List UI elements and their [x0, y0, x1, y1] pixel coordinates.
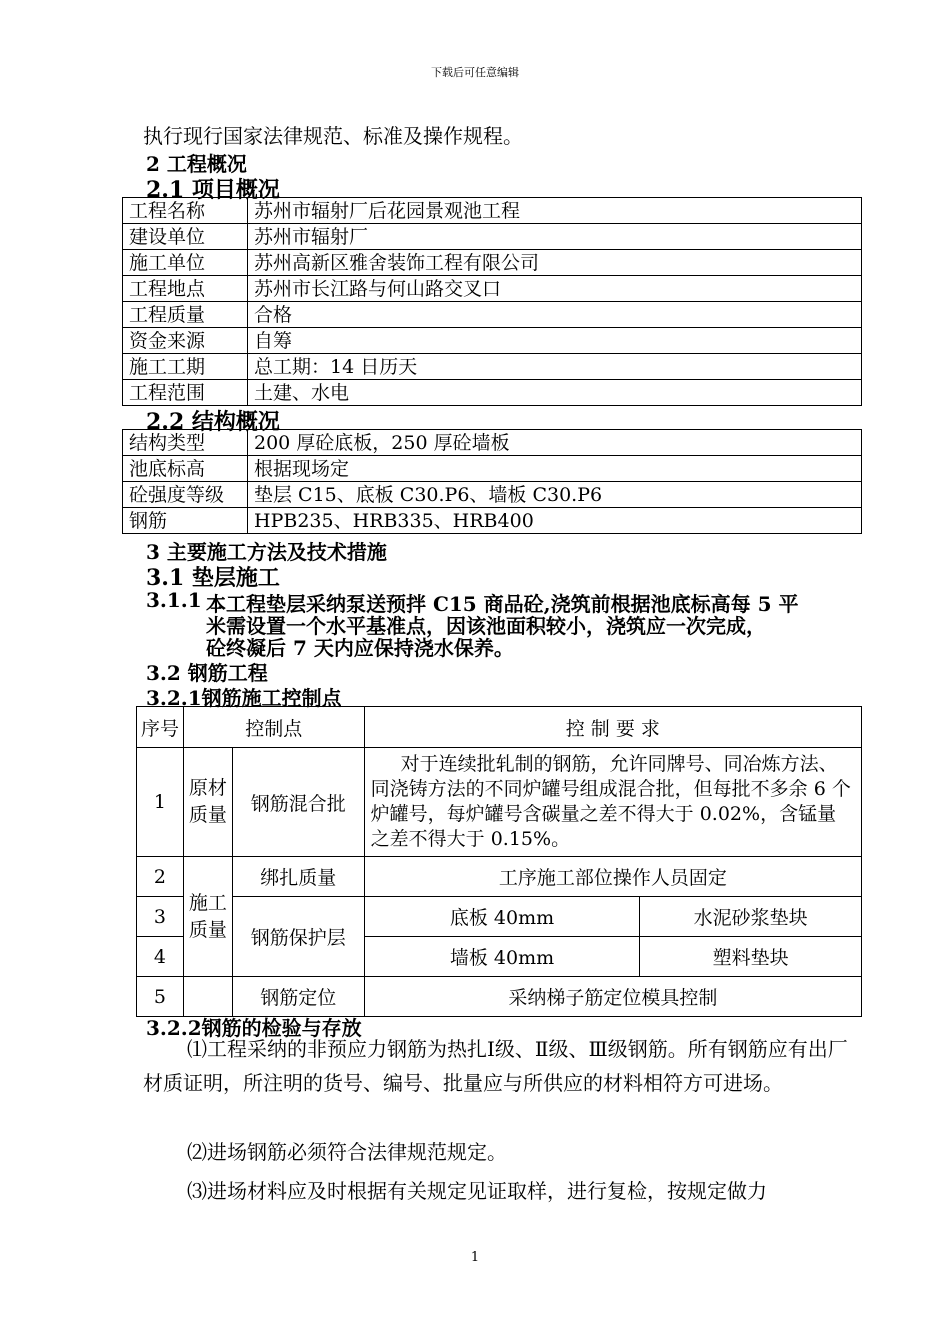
control-point: 钢筋混合批 [232, 748, 364, 857]
overview-key: 施工工期 [123, 354, 248, 380]
section-3-1-heading: 3.1 垫层施工 [146, 565, 280, 591]
overview-key: 工程范围 [123, 380, 248, 406]
section-3-2-2-heading: 3.2.2钢筋的检验与存放 [146, 1016, 362, 1040]
structure-value: 垫层 C15、底板 C30.P6、墙板 C30.P6 [248, 482, 862, 508]
overview-key: 施工单位 [123, 250, 248, 276]
header-no: 序号 [137, 707, 184, 748]
section-2-heading: 2 工程概况 [146, 152, 247, 176]
requirement-text: 墙板 40mm [364, 937, 640, 977]
requirement-text: 塑料垫块 [640, 937, 862, 977]
paragraph-2: ⑵进场钢筋必须符合法律规范规定。 [187, 1140, 507, 1164]
page-number: 1 [470, 1250, 480, 1265]
table-row [137, 897, 862, 937]
group-construction-quality: 施工质量 [183, 857, 232, 977]
control-point: 钢筋保护层 [232, 897, 364, 977]
table-row [123, 276, 862, 302]
overview-value: 苏州市辐射厂 [248, 224, 862, 250]
section-3-1-1-line-3: 砼终凝后 7 天内应保持浇水保养。 [206, 636, 514, 660]
table-row [123, 380, 862, 406]
table-row [123, 508, 862, 534]
header-control-point: 控制点 [183, 707, 364, 748]
section-3-1-1-line-1: 本工程垫层采纳泵送预拌 C15 商品砼,浇筑前根据池底标高每 5 平 [206, 592, 799, 616]
paragraph-1: ⑴工程采纳的非预应力钢筋为热扎Ⅰ级、Ⅱ级、Ⅲ级钢筋。所有钢筋应有出厂材质证明，所注明的货号、编号、批量应与所供应的材料相符方可进场。 [143, 1037, 848, 1095]
paragraph-3: ⑶进场材料应及时根据有关规定见证取样，进行复检，按规定做力 [187, 1179, 767, 1203]
control-point: 绑扎质量 [232, 857, 364, 897]
structure-key: 钢筋 [123, 508, 248, 534]
page-header: 下载后可任意编辑 [431, 66, 519, 79]
requirement-text: 工序施工部位操作人员固定 [364, 857, 861, 897]
overview-value: 苏州市长江路与何山路交叉口 [248, 276, 862, 302]
overview-value: 苏州高新区雅舍装饰工程有限公司 [248, 250, 862, 276]
overview-key: 工程地点 [123, 276, 248, 302]
rebar-control-table [136, 706, 862, 1017]
section-2-1-heading: 2.1 项目概况 [146, 177, 280, 203]
section-3-1-1-number: 3.1.1 [146, 588, 202, 612]
intro-text: 执行现行国家法律规范、标准及操作规程。 [143, 124, 523, 148]
overview-key: 建设单位 [123, 224, 248, 250]
overview-key: 资金来源 [123, 328, 248, 354]
table-row [123, 198, 862, 224]
requirement-text: 水泥砂浆垫块 [640, 897, 862, 937]
table-header-row [137, 707, 862, 748]
group-blank [183, 977, 232, 1017]
overview-value: 土建、水电 [248, 380, 862, 406]
overview-value: 苏州市辐射厂后花园景观池工程 [248, 198, 862, 224]
section-3-heading: 3 主要施工方法及技术措施 [146, 540, 387, 564]
structure-value: HPB235、HRB335、HRB400 [248, 508, 862, 534]
overview-value: 自筹 [248, 328, 862, 354]
section-3-1-1-line-2: 米需设置一个水平基准点，因该池面积较小，浇筑应一次完成， [206, 614, 766, 638]
structure-overview-table [122, 429, 862, 534]
group-raw-material-quality: 原材质量 [183, 748, 232, 857]
section-3-2-1-heading: 3.2.1钢筋施工控制点 [146, 686, 342, 710]
table-row [123, 430, 862, 456]
row-no: 5 [137, 977, 184, 1017]
table-row [137, 977, 862, 1017]
requirement-text: 对于连续批轧制的钢筋，允许同牌号、同冶炼方法、同浇铸方法的不同炉罐号组成混合批，但每批不多余 6 个炉罐号，每炉罐号含碳量之差不得大于 0.02%，含锰量之差不得大于 0.15%。 [364, 748, 861, 857]
header-requirement: 控 制 要 求 [364, 707, 861, 748]
table-row [123, 354, 862, 380]
structure-key: 池底标高 [123, 456, 248, 482]
overview-key: 工程名称 [123, 198, 248, 224]
structure-key: 结构类型 [123, 430, 248, 456]
row-no: 4 [137, 937, 184, 977]
table-row [123, 328, 862, 354]
structure-value: 根据现场定 [248, 456, 862, 482]
requirement-text: 底板 40mm [364, 897, 640, 937]
overview-key: 工程质量 [123, 302, 248, 328]
structure-key: 砼强度等级 [123, 482, 248, 508]
table-row [123, 456, 862, 482]
row-no: 2 [137, 857, 184, 897]
project-overview-table [122, 197, 862, 406]
structure-value: 200 厚砼底板，250 厚砼墙板 [248, 430, 862, 456]
section-3-2-heading: 3.2 钢筋工程 [146, 661, 268, 685]
control-point: 钢筋定位 [232, 977, 364, 1017]
row-no: 1 [137, 748, 184, 857]
overview-value: 合格 [248, 302, 862, 328]
table-row [123, 302, 862, 328]
table-row [137, 857, 862, 897]
table-row [123, 224, 862, 250]
table-row [123, 250, 862, 276]
table-row [137, 748, 862, 857]
row-no: 3 [137, 897, 184, 937]
section-2-2-heading: 2.2 结构概况 [146, 409, 280, 435]
requirement-text: 采纳梯子筋定位模具控制 [364, 977, 861, 1017]
overview-value: 总工期：14 日历天 [248, 354, 862, 380]
table-row [123, 482, 862, 508]
